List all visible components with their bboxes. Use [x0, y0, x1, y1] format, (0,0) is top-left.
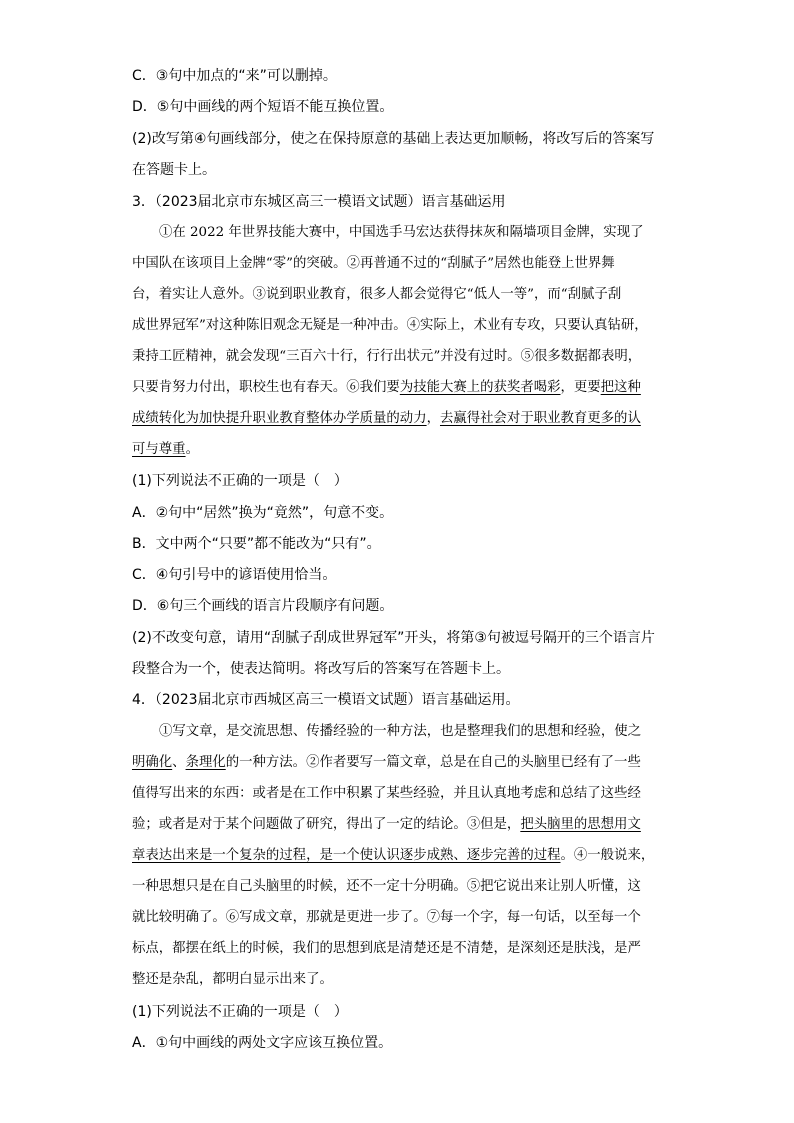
text-segment: 、	[172, 755, 186, 770]
passage-2-line	[132, 846, 654, 866]
text-segment: 只要肯努力付出，职校生也有春天。⑥我们要	[132, 380, 400, 395]
passage-2-line: 整还是杂乱，都明白显示出来了。	[132, 972, 333, 987]
question-3-heading: 3．（2023届北京市东城区高三一模语文试题）语言基础运用	[132, 194, 506, 210]
text-segment: 验；或者是对于某个问题做了研究，得出了一定的结论。③但是，	[132, 817, 521, 832]
option-b: B．文中两个“只要”都不能改为“只有”。	[132, 536, 381, 552]
underlined-segment: 为技能大赛上的获奖者喝彩	[399, 380, 561, 395]
passage-1-line: 秉持工匠精神，就会发现“三百六十行，行行出状元”并没有过时。⑤很多数据都表明，	[132, 349, 642, 364]
underlined-segment: 可与尊重	[132, 442, 186, 457]
question-2-line-1: (2)不改变句意，请用“刮腻子刮成世界冠军”开头，将第③句被逗号隔开的三个语言片	[132, 630, 655, 646]
passage-1-line: 中国队在该项目上金牌“零”的突破。②再普通不过的“刮腻子”居然也能登上世界舞	[132, 256, 615, 271]
underlined-segment: 去赢得社会对于职业教育更多的认	[439, 411, 641, 426]
text-segment: ，更要	[560, 380, 601, 395]
text-segment: 。	[185, 442, 199, 457]
passage-1-line	[132, 409, 641, 429]
question-1-stem: (1)下列说法不正确的一项是（ ）	[132, 473, 348, 489]
question-4-heading: 4．（2023届北京市西城区高三一模语文试题）语言基础运用。	[132, 692, 520, 708]
passage-1-line: ①在 2022 年世界技能大赛中，中国选手马宏达获得抹灰和隔墙项目金牌，实现了	[159, 225, 644, 240]
passage-2-line: 标点，都摆在纸上的时候，我们的思想到底是清楚还是不清楚，是深刻还是肤浅，是严	[132, 941, 641, 956]
question-1-stem: (1)下列说法不正确的一项是（ ）	[132, 1004, 348, 1020]
text-segment: 的一种方法。②作者要写一篇文章，总是在自己的头脑里已经有了一些	[225, 755, 641, 770]
option-a: A．②句中“居然”换为“竟然”，句意不变。	[132, 505, 394, 521]
underlined-segment: 章表达出来是一个复杂的过程，是一个使认识逐步成熟、逐步完善的过程	[132, 848, 561, 863]
option-d: D．⑤句中画线的两个短语不能互换位置。	[132, 99, 394, 115]
question-2-line-1: (2)改写第④句画线部分，使之在保持原意的基础上表达更加顺畅，将改写后的答案写	[132, 131, 655, 147]
underlined-segment: 明确化	[132, 755, 173, 770]
question-2-line-2: 在答题卡上。	[132, 162, 216, 178]
passage-1-line: 成世界冠军”对这种陈旧观念无疑是一种冲击。④实际上，术业有专攻，只要认真钻研，	[132, 318, 648, 333]
question-2-line-2: 段整合为一个，使表达简明。将改写后的答案写在答题卡上。	[132, 661, 510, 677]
passage-1-line	[132, 440, 199, 460]
option-a: A．①句中画线的两处文字应该互换位置。	[132, 1035, 393, 1051]
text-segment: 。④一般说来，	[560, 848, 655, 863]
passage-2-line: 值得写出来的东西：或者是在工作中积累了某些经验，并且认真地考虑和总结了这些经	[132, 786, 641, 801]
underlined-segment: 把这种	[600, 380, 641, 395]
passage-2-line: 就比较明确了。⑥写成文章，那就是更进一步了。⑦每一个字，每一句话，以至每一个	[132, 910, 641, 925]
underlined-segment: 条理化	[185, 755, 226, 770]
passage-1-line	[132, 378, 641, 398]
passage-2-line	[132, 753, 641, 773]
underlined-segment: 成绩转化为加快提升职业教育整体办学质量的动力	[132, 411, 427, 426]
passage-2-line	[132, 815, 641, 835]
passage-1-line: 台，着实让人意外。③说到职业教育，很多人都会觉得它“低人一等”，而“刮腻子刮	[132, 287, 622, 302]
passage-2-line: ①写文章，是交流思想、传播经验的一种方法，也是整理我们的思想和经验，使之	[159, 724, 642, 739]
passage-2-line: 一种思想只是在自己头脑里的时候，还不一定十分明确。⑤把它说出来让别人听懂，这	[132, 879, 641, 894]
option-c: C．④句引号中的谚语使用恰当。	[132, 567, 337, 583]
option-d: D．⑥句三个画线的语言片段顺序有问题。	[132, 598, 394, 614]
option-c: C．③句中加点的“来”可以删掉。	[132, 68, 337, 84]
text-segment: ，	[426, 411, 440, 426]
underlined-segment: 把头脑里的思想用文	[520, 817, 641, 832]
